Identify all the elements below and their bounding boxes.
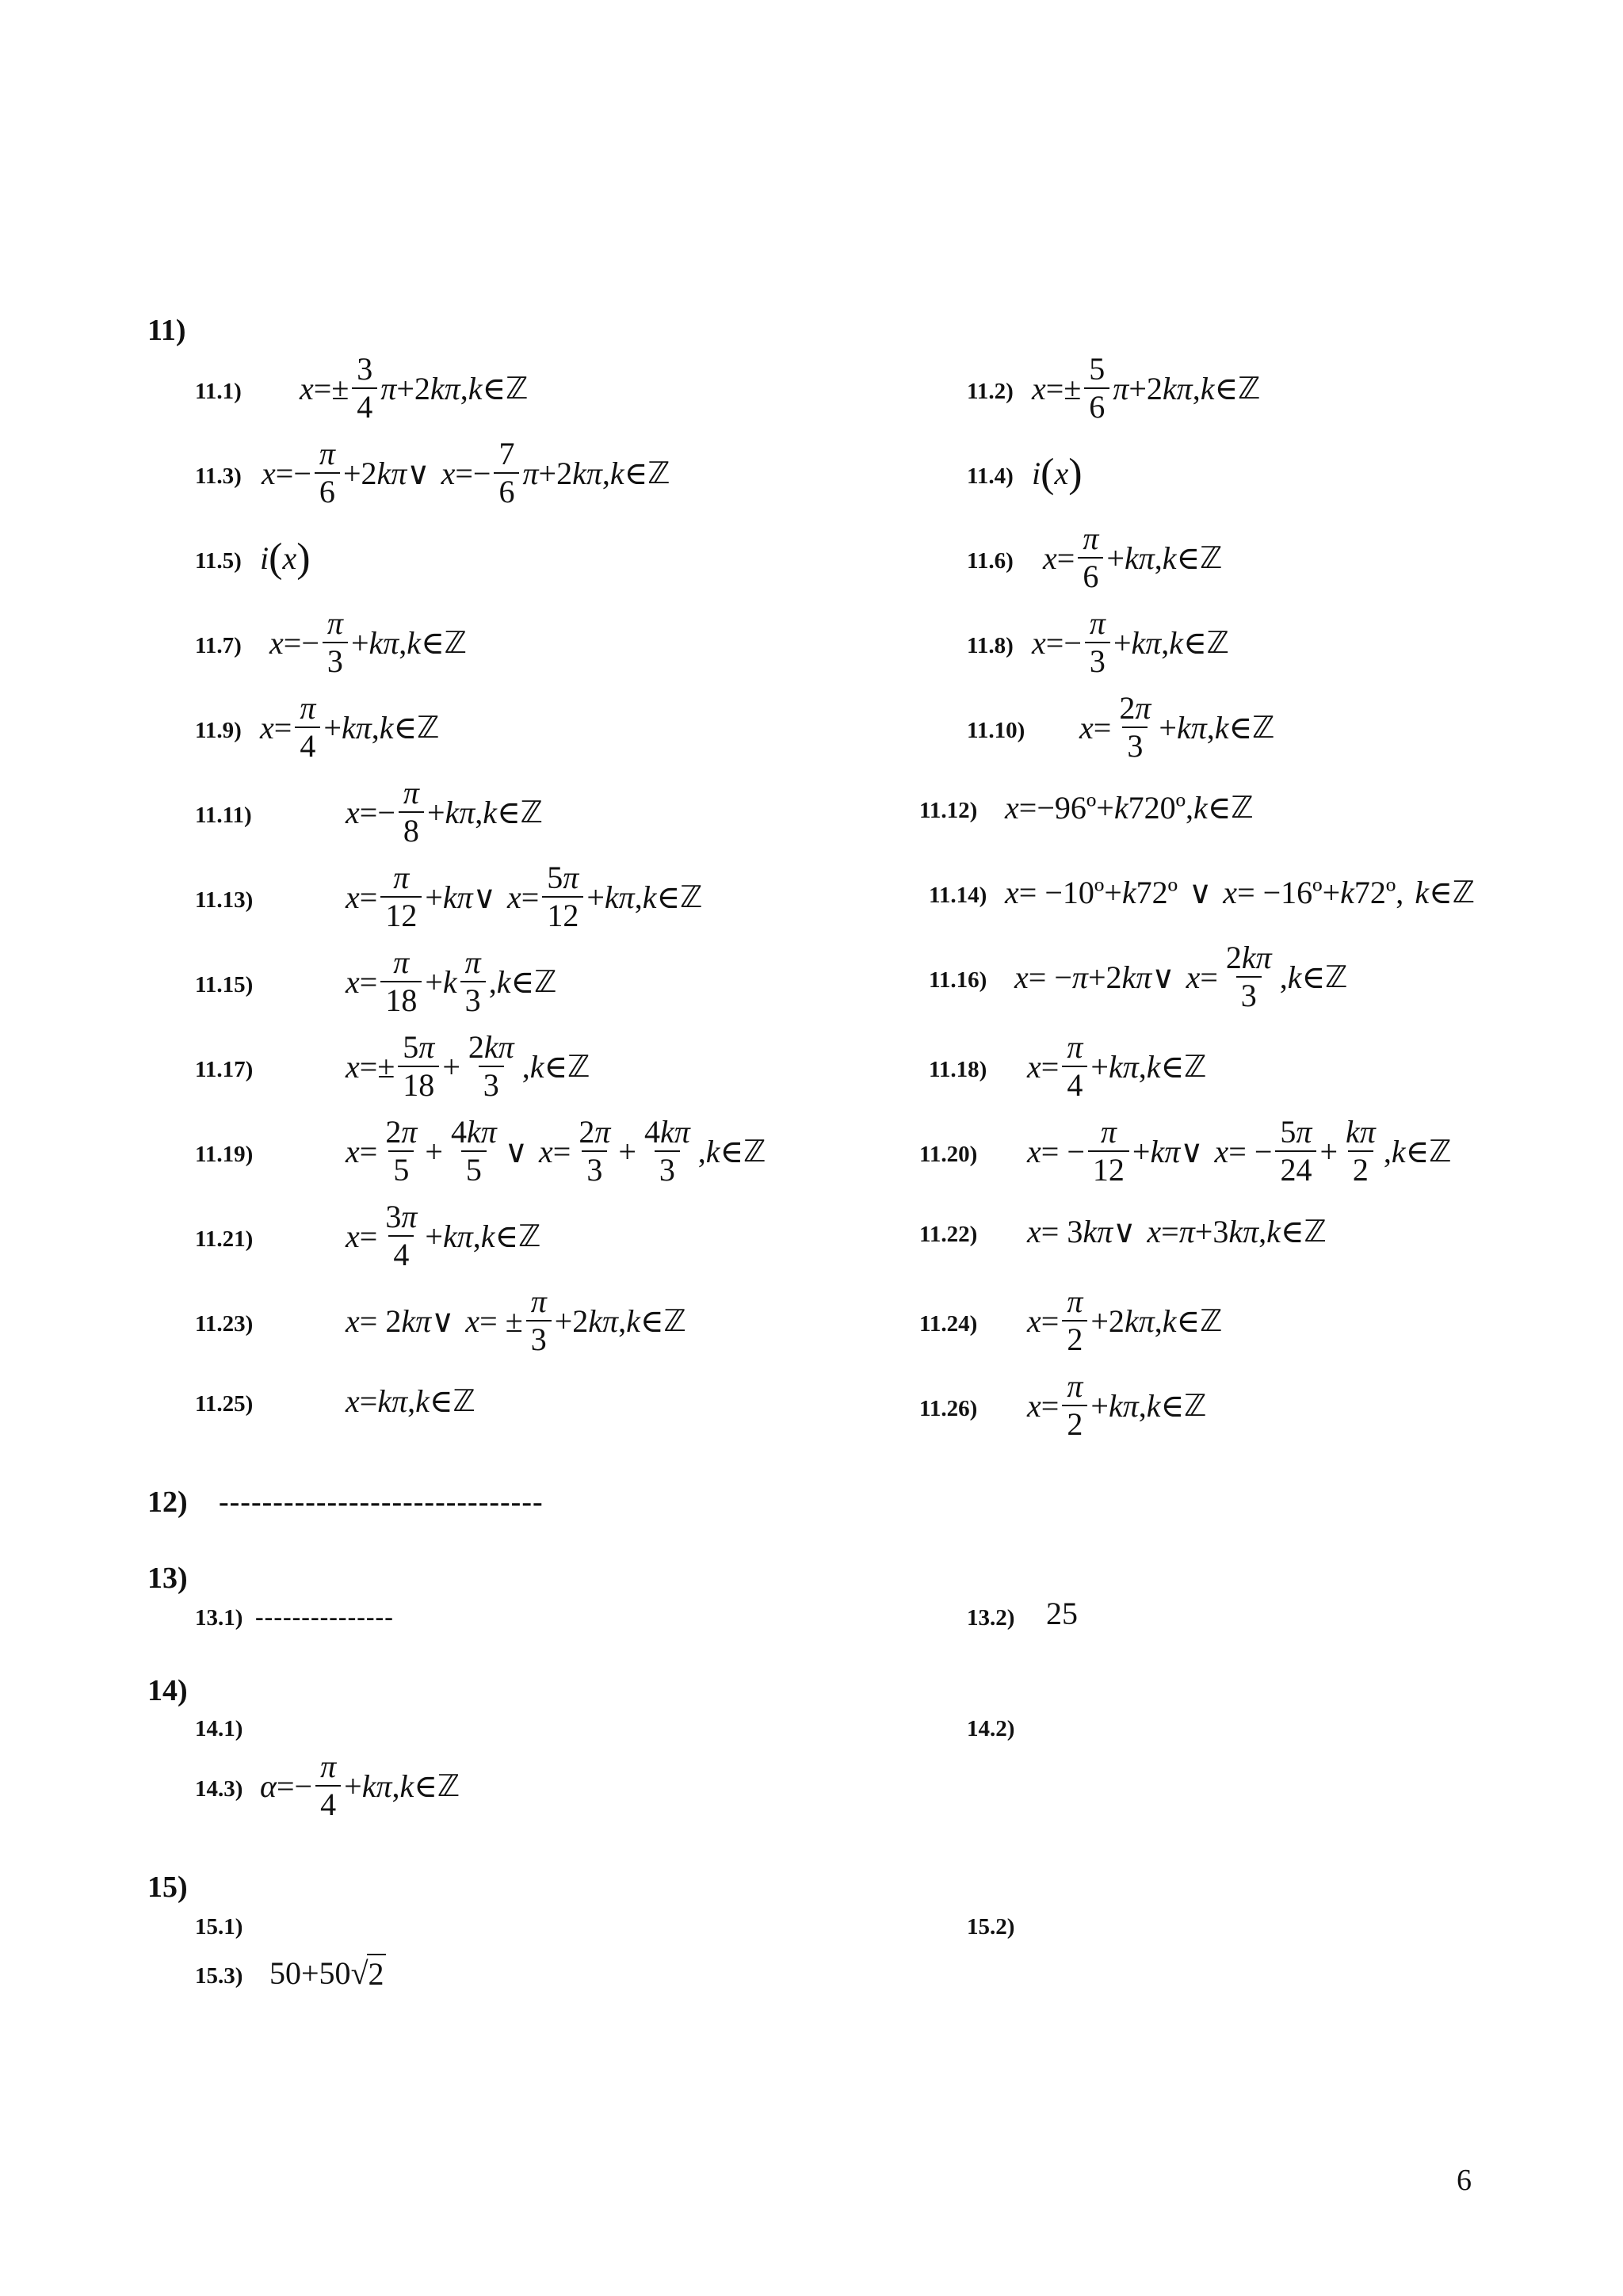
formula-11-21: x = 3π 4 + kπ , k ∈ ℤ bbox=[346, 1199, 541, 1272]
formula-11-23: x = 2 kπ ∨ x = ± π 3 +2 kπ , k ∈ ℤ bbox=[346, 1283, 686, 1357]
label-14-3: 14.3) bbox=[195, 1776, 243, 1802]
formula-11-15: x = π 18 + k π 3 , k ∈ ℤ bbox=[346, 944, 557, 1018]
label-11-2: 11.2) bbox=[967, 379, 1014, 404]
label-11-7: 11.7) bbox=[195, 633, 242, 658]
label-11-13: 11.13) bbox=[195, 887, 254, 913]
label-13-2: 13.2) bbox=[967, 1605, 1015, 1630]
label-14-1: 14.1) bbox=[195, 1716, 243, 1741]
section-12-heading: 12) bbox=[147, 1486, 188, 1519]
label-11-11: 11.11) bbox=[195, 803, 252, 828]
formula-11-24: x = π 2 +2 kπ , k ∈ ℤ bbox=[1027, 1283, 1223, 1357]
formula-14-3: α =− π 4 + kπ , k ∈ ℤ bbox=[260, 1749, 460, 1822]
formula-11-14: x = −10º+ k 72º ∨ x = −16º+ k 72º, k ∈ ℤ bbox=[1005, 874, 1475, 910]
label-11-26: 11.26) bbox=[919, 1396, 978, 1421]
formula-11-19: x = 2π 5 + 4kπ 5 ∨ x = 2π 3 + 4kπ 3 , k ∈ ℤ bbox=[346, 1114, 766, 1188]
answer-15-3-sum: 50+50 bbox=[269, 1955, 351, 1991]
formula-11-11: x =− π 8 + kπ , k ∈ ℤ bbox=[346, 775, 543, 849]
formula-11-8: x =− π 3 + kπ , k ∈ ℤ bbox=[1032, 605, 1229, 679]
section-13-heading: 13) bbox=[147, 1562, 188, 1595]
label-11-5: 11.5) bbox=[195, 548, 242, 574]
formula-11-26: x = π 2 + kπ , k ∈ ℤ bbox=[1027, 1368, 1207, 1442]
label-11-6: 11.6) bbox=[967, 548, 1014, 574]
section-15-heading: 15) bbox=[147, 1871, 188, 1904]
label-11-10: 11.10) bbox=[967, 718, 1025, 743]
answer-13-2: 25 bbox=[1046, 1595, 1078, 1631]
formula-11-25: x = kπ , k ∈ ℤ bbox=[346, 1383, 475, 1419]
label-11-17: 11.17) bbox=[195, 1057, 254, 1082]
label-13-1: 13.1) bbox=[195, 1605, 243, 1630]
sqrt-sign-icon: √ bbox=[350, 1955, 369, 1991]
formula-11-22: x = 3 kπ ∨ x = π +3 kπ , k ∈ ℤ bbox=[1027, 1213, 1327, 1249]
formula-11-9: x = π 4 + kπ , k ∈ ℤ bbox=[260, 690, 440, 764]
label-15-3: 15.3) bbox=[195, 1963, 243, 1989]
label-11-9: 11.9) bbox=[195, 718, 242, 743]
label-11-8: 11.8) bbox=[967, 633, 1014, 658]
label-11-25: 11.25) bbox=[195, 1391, 254, 1417]
section-14-heading: 14) bbox=[147, 1674, 188, 1707]
formula-11-4: i ( x ) bbox=[1032, 450, 1083, 496]
formula-11-18: x = π 4 + kπ , k ∈ ℤ bbox=[1027, 1029, 1207, 1103]
formula-11-10: x = 2π 3 + kπ , k ∈ ℤ bbox=[1079, 690, 1275, 764]
label-15-2: 15.2) bbox=[967, 1914, 1015, 1939]
label-15-1: 15.1) bbox=[195, 1914, 243, 1939]
formula-11-7: x =− π 3 + kπ , k ∈ ℤ bbox=[269, 605, 467, 679]
label-14-2: 14.2) bbox=[967, 1716, 1015, 1741]
answer-15-3-radicand: 2 bbox=[367, 1954, 386, 1993]
label-11-20: 11.20) bbox=[919, 1142, 978, 1167]
formula-11-2: x =± 5 6 π +2 kπ , k ∈ ℤ bbox=[1032, 351, 1261, 425]
formula-15-3 bbox=[269, 1933, 386, 2012]
label-11-21: 11.21) bbox=[195, 1226, 254, 1252]
label-11-15: 11.15) bbox=[195, 972, 254, 997]
formula-11-6: x = π 6 + kπ , k ∈ ℤ bbox=[1043, 521, 1223, 594]
formula-11-1: x =± 3 4 π +2 kπ , k ∈ ℤ bbox=[300, 351, 529, 425]
label-11-24: 11.24) bbox=[919, 1311, 978, 1337]
formula-11-12: x =−96º+ k 720º, k ∈ ℤ bbox=[1005, 789, 1254, 826]
answer-13-1-dashes: --------------- bbox=[255, 1602, 394, 1630]
formula-11-3: x =− π 6 +2 kπ ∨ x =− 7 6 π +2 kπ , k ∈ ℤ bbox=[262, 436, 670, 509]
formula-11-17: x =± 5π 18 + 2kπ 3 , k ∈ ℤ bbox=[346, 1029, 590, 1103]
label-11-19: 11.19) bbox=[195, 1142, 254, 1167]
label-11-23: 11.23) bbox=[195, 1311, 254, 1337]
formula-11-16: x = − π +2 kπ ∨ x = 2kπ 3 , k ∈ ℤ bbox=[1014, 940, 1348, 1013]
formula-11-20: x = − π 12 + kπ ∨ x = − 5π 24 + kπ 2 , k ∈ ℤ bbox=[1027, 1114, 1452, 1188]
label-11-4: 11.4) bbox=[967, 463, 1014, 489]
answer-12-dashes: ------------------------------ bbox=[219, 1486, 544, 1519]
label-11-22: 11.22) bbox=[919, 1222, 978, 1247]
page-number: 6 bbox=[1457, 2164, 1472, 2197]
label-11-3: 11.3) bbox=[195, 463, 242, 489]
label-11-12: 11.12) bbox=[919, 798, 978, 823]
formula-11-13: x = π 12 + kπ ∨ x = 5π 12 + kπ , k ∈ ℤ bbox=[346, 860, 703, 933]
label-11-16: 11.16) bbox=[929, 967, 987, 993]
section-11-heading: 11) bbox=[147, 314, 186, 347]
formula-11-5: i ( x ) bbox=[260, 535, 311, 581]
label-11-1: 11.1) bbox=[195, 379, 242, 404]
label-11-18: 11.18) bbox=[929, 1057, 987, 1082]
label-11-14: 11.14) bbox=[929, 883, 987, 908]
